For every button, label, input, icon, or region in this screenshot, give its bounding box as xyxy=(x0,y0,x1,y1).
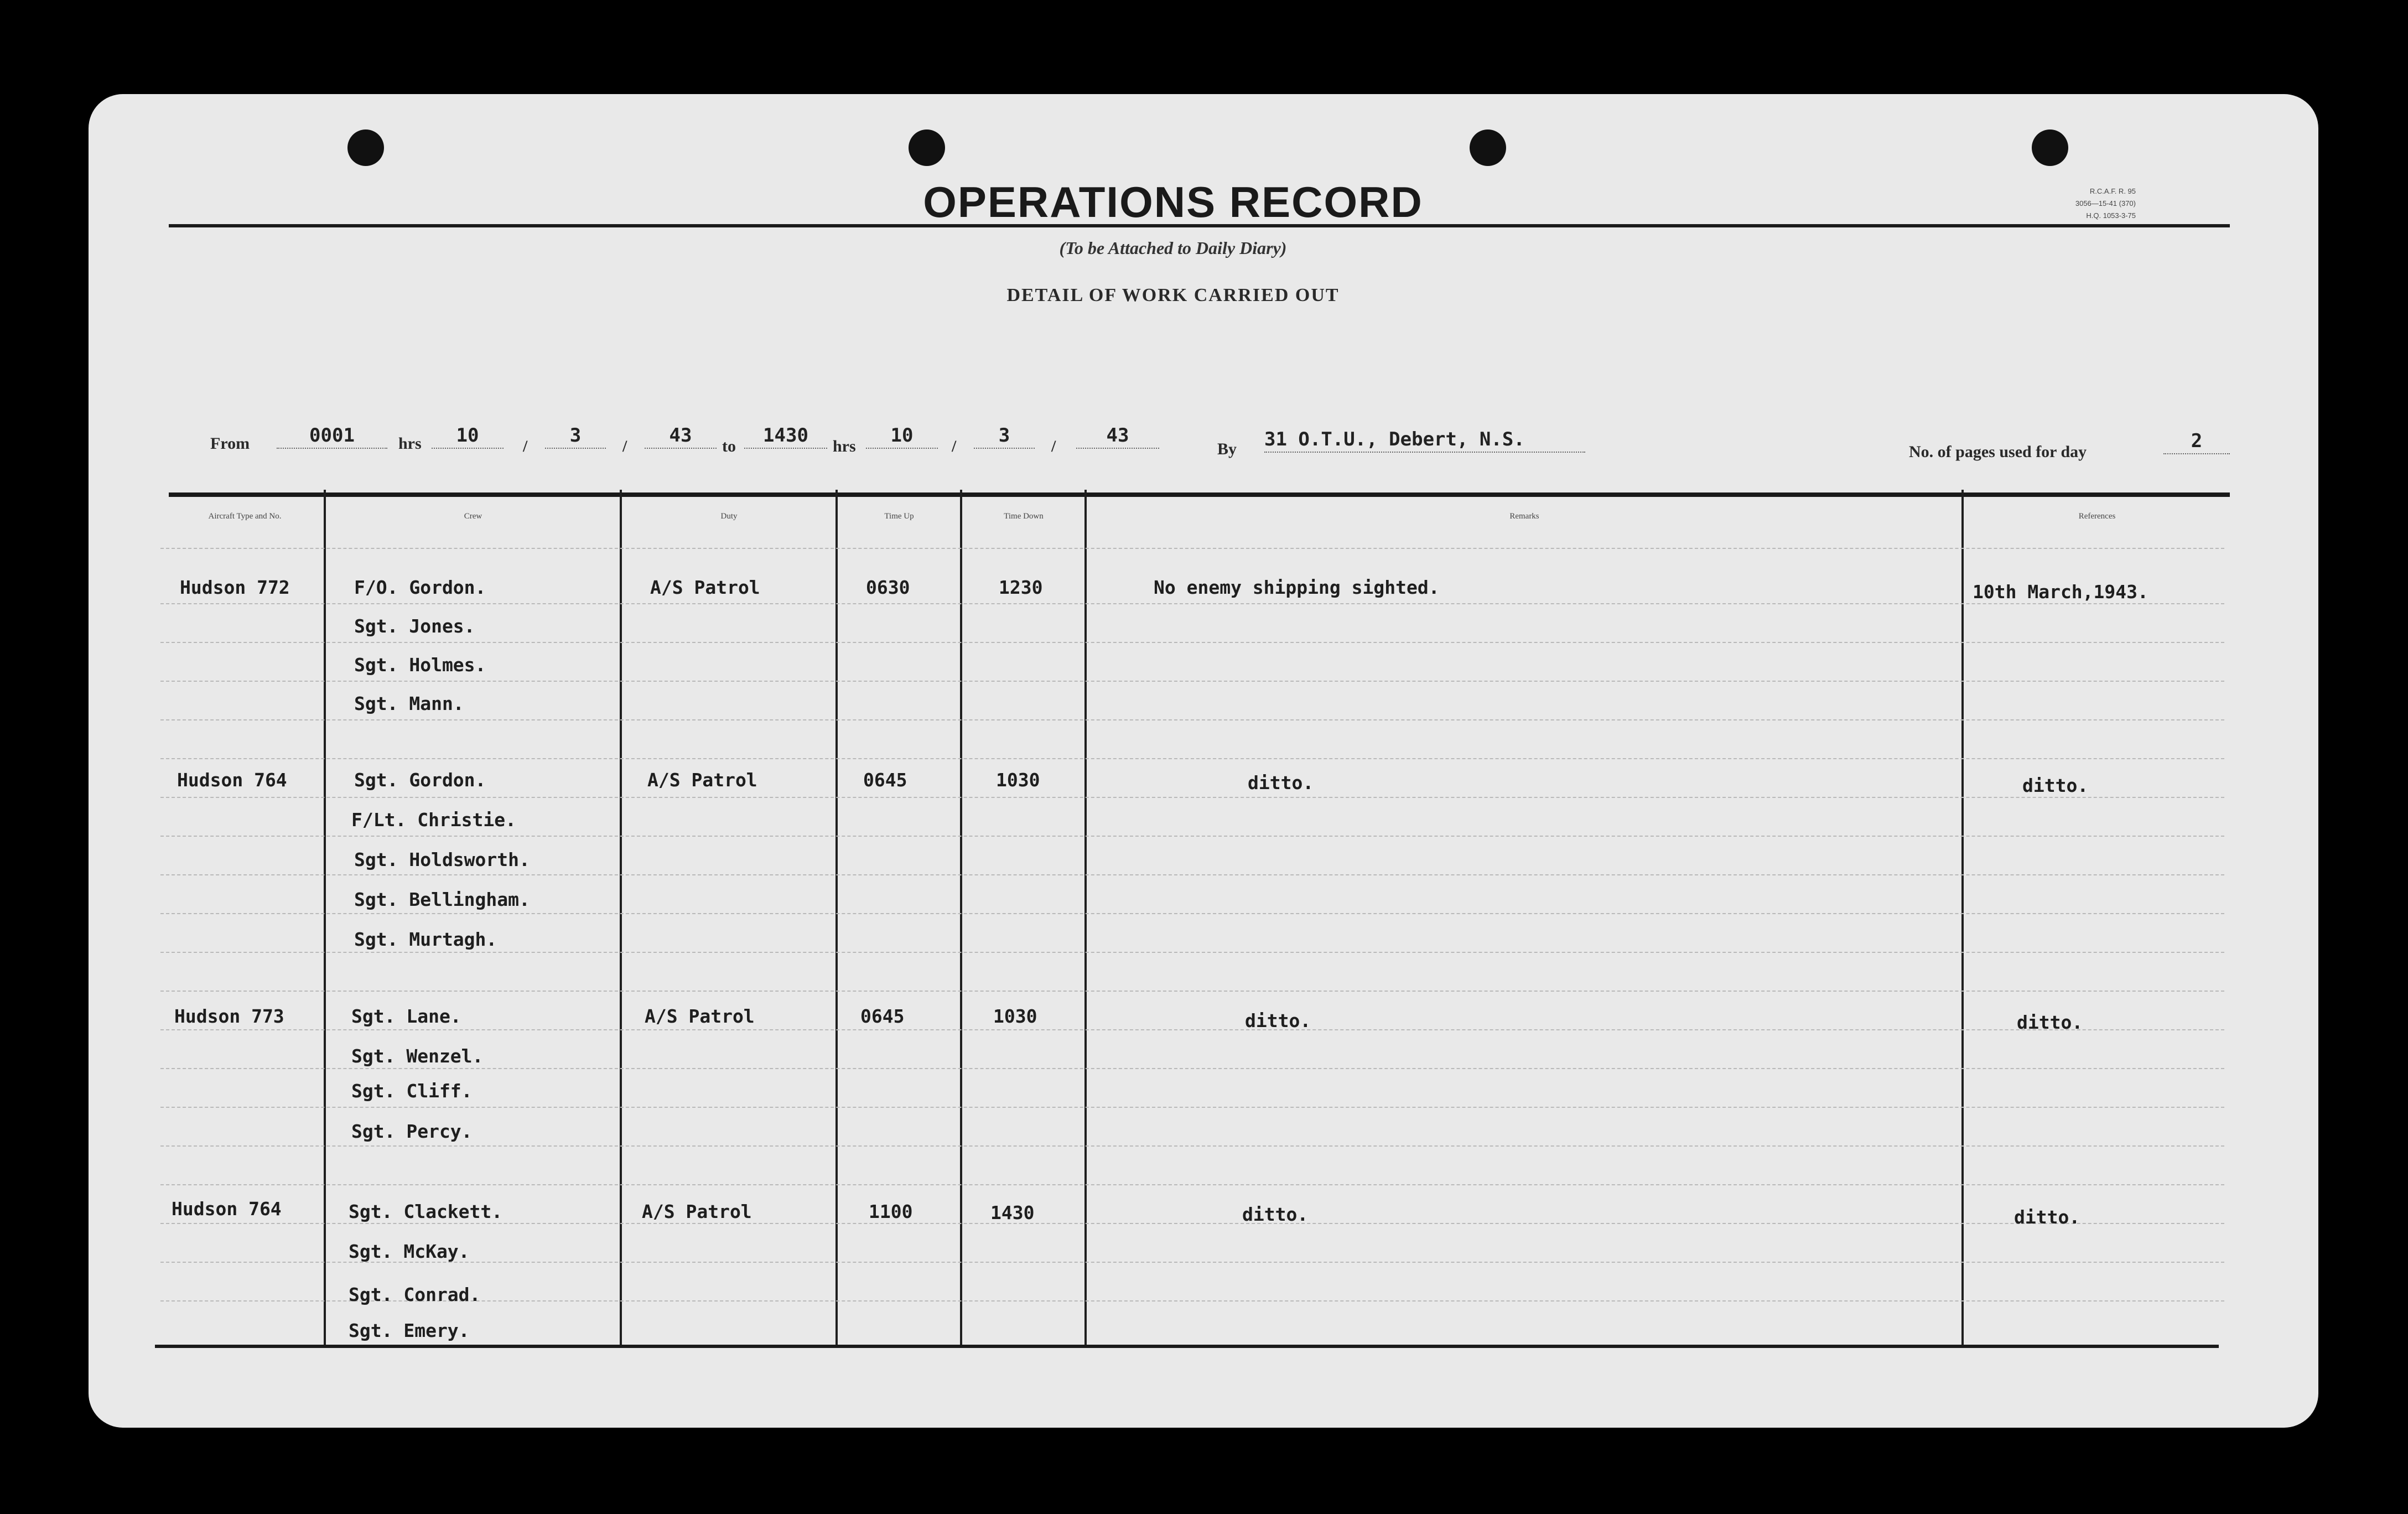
ruled-line xyxy=(160,797,2224,798)
ruled-line xyxy=(160,603,2224,604)
column-header-duty: Duty xyxy=(720,512,738,521)
aircraft-cell: Hudson 772 xyxy=(180,577,290,598)
crew-member: Sgt. Holdsworth. xyxy=(354,849,530,870)
page-subtitle: (To be Attached to Daily Diary) xyxy=(1059,238,1287,258)
crew-member: F/Lt. Christie. xyxy=(351,809,517,831)
date-slash: / xyxy=(952,437,957,455)
date-slash: / xyxy=(1051,437,1056,455)
crew-member: Sgt. Percy. xyxy=(351,1121,473,1142)
crew-member: Sgt. Murtagh. xyxy=(354,929,497,950)
pages-label: No. of pages used for day xyxy=(1909,443,2087,461)
ruled-line xyxy=(160,874,2224,875)
crew-member: Sgt. McKay. xyxy=(349,1241,470,1262)
crew-member: Sgt. Wenzel. xyxy=(351,1045,484,1067)
time-down-cell: 1030 xyxy=(993,1005,1037,1027)
from-year: 43 xyxy=(645,423,717,449)
ruled-line xyxy=(160,1223,2224,1224)
pages-value: 2 xyxy=(2163,429,2230,454)
crew-member: Sgt. Clackett. xyxy=(349,1201,503,1222)
column-header-time-down: Time Down xyxy=(1004,512,1044,521)
date-slash: / xyxy=(622,437,627,455)
duty-cell: A/S Patrol xyxy=(645,1005,755,1027)
aircraft-cell: Hudson 764 xyxy=(177,769,287,791)
ruled-line xyxy=(160,991,2224,992)
hrs-label: hrs xyxy=(398,434,422,453)
crew-member: Sgt. Bellingham. xyxy=(354,889,530,910)
time-down-cell: 1430 xyxy=(990,1202,1035,1223)
crew-member: Sgt. Gordon. xyxy=(354,769,486,791)
to-day: 10 xyxy=(866,423,938,449)
column-header-time-up: Time Up xyxy=(884,512,914,521)
form-code-line: H.Q. 1053-3-75 xyxy=(2086,211,2136,220)
ruled-line xyxy=(160,758,2224,759)
crew-member: Sgt. Conrad. xyxy=(349,1284,481,1305)
reference-cell: 10th March,1943. xyxy=(1973,581,2148,603)
duty-cell: A/S Patrol xyxy=(650,577,760,598)
crew-member: Sgt. Emery. xyxy=(349,1320,470,1341)
crew-member: Sgt. Lane. xyxy=(351,1005,461,1027)
column-header-aircraft: Aircraft Type and No. xyxy=(208,512,282,521)
from-time: 0001 xyxy=(277,423,387,449)
ruled-line xyxy=(160,913,2224,914)
unit-name: 31 O.T.U., Debert, N.S. xyxy=(1264,427,1585,453)
reference-cell: ditto. xyxy=(2017,1012,2083,1033)
crew-member: Sgt. Mann. xyxy=(354,693,464,714)
time-up-cell: 0645 xyxy=(860,1005,905,1027)
time-up-cell: 0645 xyxy=(863,769,907,791)
remarks-cell: ditto. xyxy=(1242,1204,1309,1225)
time-up-cell: 1100 xyxy=(869,1201,913,1222)
ruled-line xyxy=(160,1262,2224,1263)
reference-cell: ditto. xyxy=(2022,775,2089,796)
duty-cell: A/S Patrol xyxy=(642,1201,752,1222)
ruled-line xyxy=(160,1068,2224,1069)
crew-member: F/O. Gordon. xyxy=(354,577,486,598)
to-month: 3 xyxy=(974,423,1035,449)
ruled-line xyxy=(160,952,2224,953)
aircraft-cell: Hudson 764 xyxy=(172,1198,282,1220)
remarks-cell: ditto. xyxy=(1245,1010,1311,1031)
column-header-crew: Crew xyxy=(464,512,482,521)
to-year: 43 xyxy=(1076,423,1159,449)
ruled-line xyxy=(160,1029,2224,1030)
page-title: OPERATIONS RECORD xyxy=(923,178,1423,226)
form-code-line: R.C.A.F. R. 95 xyxy=(2089,187,2136,195)
time-down-cell: 1030 xyxy=(996,769,1040,791)
remarks-cell: ditto. xyxy=(1248,772,1314,794)
duty-cell: A/S Patrol xyxy=(647,769,757,791)
column-header-references: References xyxy=(2078,512,2116,521)
time-down-cell: 1230 xyxy=(999,577,1043,598)
form-code-line: 3056—15-41 (370) xyxy=(2075,199,2136,208)
column-header-remarks: Remarks xyxy=(1509,512,1539,521)
time-up-cell: 0630 xyxy=(866,577,910,598)
ruled-line xyxy=(160,642,2224,643)
from-month: 3 xyxy=(545,423,606,449)
ruled-line xyxy=(160,1107,2224,1108)
ruled-line xyxy=(160,681,2224,682)
from-label: From xyxy=(210,434,250,453)
by-label: By xyxy=(1217,440,1237,458)
hrs-label: hrs xyxy=(833,437,856,455)
ruled-line xyxy=(160,1184,2224,1185)
ruled-line xyxy=(160,719,2224,720)
to-time: 1430 xyxy=(744,423,827,449)
to-label: to xyxy=(722,437,736,455)
aircraft-cell: Hudson 773 xyxy=(174,1005,284,1027)
crew-member: Sgt. Holmes. xyxy=(354,654,486,676)
remarks-cell: No enemy shipping sighted. xyxy=(1154,577,1440,598)
ruled-line xyxy=(160,1145,2224,1147)
from-day: 10 xyxy=(432,423,504,449)
reference-cell: ditto. xyxy=(2014,1206,2080,1228)
ruled-line xyxy=(160,548,2224,549)
date-slash: / xyxy=(523,437,528,455)
ruled-line xyxy=(160,836,2224,837)
crew-member: Sgt. Jones. xyxy=(354,615,475,637)
detail-heading: DETAIL OF WORK CARRIED OUT xyxy=(1006,285,1340,305)
crew-member: Sgt. Cliff. xyxy=(351,1080,473,1102)
